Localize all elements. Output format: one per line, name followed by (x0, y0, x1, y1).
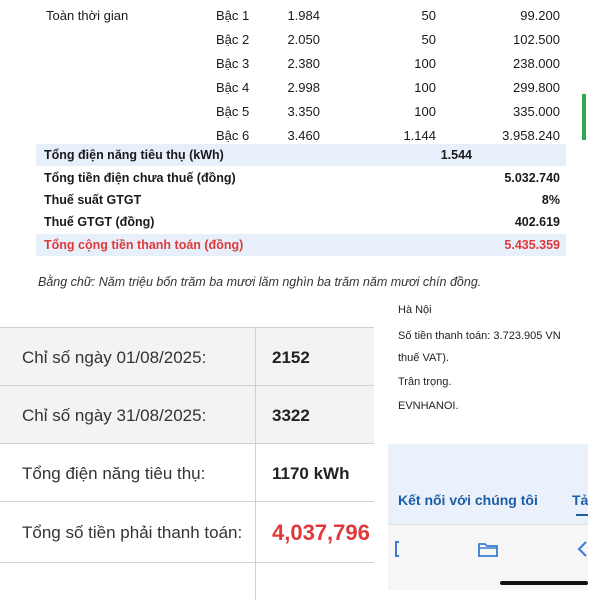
vat-label: Thuế GTGT (đồng) (44, 215, 155, 229)
divider (0, 501, 374, 502)
reading-label: Chỉ số ngày 31/08/2025: (22, 406, 207, 425)
tier-name: Bậc 5 (216, 104, 250, 119)
pre-tax-value: 5.032.740 (504, 171, 560, 185)
tier-row (0, 30, 600, 52)
total-payment-value: 4,037,796 (272, 520, 370, 545)
amount-in-words: Bằng chữ: Năm triệu bốn trăm ba mươi lăm nghìn ba trăm năm mươi chín đồng. (38, 275, 482, 289)
email-line: Hà Nội (398, 304, 432, 316)
bracket-icon[interactable] (390, 537, 414, 561)
reading-row (0, 328, 374, 385)
tier-row (0, 78, 600, 100)
tier-qty: 100 (414, 80, 436, 95)
back-arrow-icon[interactable] (574, 537, 588, 561)
reading-value: 1170 kWh (272, 464, 350, 483)
tier-price: 3.460 (287, 128, 320, 143)
tab-underline (576, 514, 588, 516)
grand-total-value: 5.435.359 (504, 238, 560, 252)
reading-label: Tổng số tiền phải thanh toán: (22, 523, 243, 542)
vat-rate-row (36, 189, 566, 211)
email-line: EVNHANOI. (398, 400, 459, 412)
tier-qty: 1.144 (403, 128, 436, 143)
tier-price: 1.984 (287, 8, 320, 23)
mobile-browser-footer (388, 444, 588, 590)
tier-qty: 50 (421, 8, 436, 23)
email-line: Trân trọng. (398, 376, 452, 388)
period-label: Toàn thời gian (46, 8, 129, 23)
vat-value: 402.619 (514, 215, 560, 229)
grand-total-label: Tổng cộng tiền thanh toán (đồng) (44, 238, 244, 252)
tier-amount: 102.500 (513, 32, 560, 47)
tier-price: 2.380 (287, 56, 320, 71)
tier-price: 2.050 (287, 32, 320, 47)
tier-name: Bậc 3 (216, 56, 250, 71)
grand-total-row (36, 234, 566, 256)
pre-tax-label: Tổng tiền điện chưa thuế (đồng) (44, 171, 236, 185)
reading-value: 3322 (272, 406, 310, 425)
email-line: thuế VAT). (398, 352, 449, 364)
tier-qty: 100 (414, 104, 436, 119)
vat-rate-value: 8% (541, 193, 560, 207)
tier-name: Bậc 6 (216, 128, 250, 143)
tier-name: Bậc 2 (216, 32, 250, 47)
total-kwh-value: 1.544 (440, 148, 472, 162)
email-line: Số tiền thanh toán: 3.723.905 VN (398, 330, 561, 342)
reading-value: 2152 (272, 348, 310, 367)
tier-price: 2.998 (287, 80, 320, 95)
tier-row (0, 102, 600, 124)
tier-amount: 299.800 (513, 80, 560, 95)
next-tab-link[interactable]: Tả (572, 492, 588, 508)
meter-readings-table (0, 327, 380, 600)
tier-qty: 50 (421, 32, 436, 47)
reading-row (0, 503, 374, 560)
tier-row (0, 6, 600, 28)
vat-row (36, 211, 566, 233)
tier-price: 3.350 (287, 104, 320, 119)
vat-rate-label: Thuế suất GTGT (44, 193, 142, 207)
reading-row (0, 444, 374, 501)
tier-row (0, 54, 600, 76)
total-kwh-label: Tổng điện năng tiêu thụ (kWh) (44, 148, 224, 162)
home-indicator (500, 581, 588, 585)
reading-row (0, 386, 374, 443)
pre-tax-row (36, 167, 566, 189)
tier-amount: 238.000 (513, 56, 560, 71)
reading-label: Tổng điện năng tiêu thụ: (22, 464, 206, 483)
tier-amount: 3.958.240 (502, 128, 560, 143)
divider (0, 562, 374, 563)
contact-us-link[interactable]: Kết nối với chúng tôi (398, 492, 538, 508)
tier-name: Bậc 1 (216, 8, 250, 23)
column-divider (255, 327, 256, 600)
tier-amount: 99.200 (520, 8, 560, 23)
reading-label: Chỉ số ngày 01/08/2025: (22, 348, 207, 367)
tier-name: Bậc 4 (216, 80, 250, 95)
folder-icon[interactable] (476, 537, 500, 561)
tier-amount: 335.000 (513, 104, 560, 119)
total-kwh-row (36, 144, 566, 166)
tier-qty: 100 (414, 56, 436, 71)
browser-toolbar (388, 524, 588, 590)
